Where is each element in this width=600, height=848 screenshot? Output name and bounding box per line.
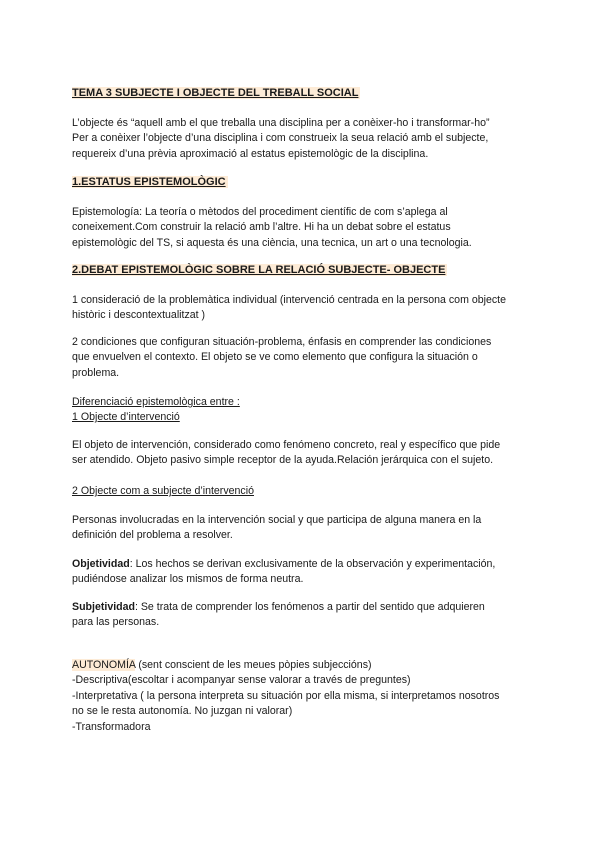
object2-line: Personas involucradas en la intervención social y que participa de alguna manera en la [72, 514, 482, 526]
objetividad-label: Objetividad [72, 558, 130, 570]
section2-point2 [72, 335, 552, 381]
section1-paragraph [72, 205, 552, 251]
object2-heading: 2 Objecte com a subjecte d’intervenció [72, 485, 254, 497]
section1-line: epistemològic del TS, si aquesta és una ciència, una tecnica, un art o una tecnologia. [72, 236, 472, 249]
point1-line: 1 consideració de la problemàtica individual (intervenció centrada en la persona com objecte [72, 294, 507, 306]
object2-line: definición del problema a resolver. [72, 529, 233, 542]
intro-paragraph [72, 116, 552, 162]
section1-heading-block [72, 175, 552, 190]
page-title-block [72, 86, 552, 101]
objetividad-line: pudiéndose analizar los mismos de forma neutra. [72, 573, 304, 586]
section2-point1 [72, 293, 552, 324]
objetividad-text: : Los hechos se derivan exclusivamente de la observación y experimentación, [129, 558, 496, 570]
section1-line: Epistemología: La teoría o mètodos del procediment científic de com s’aplega al [72, 206, 448, 218]
differentiation-block [72, 395, 552, 426]
subjetividad-label: Subjetividad [72, 601, 135, 613]
autonomia-label: AUTONOMÍA [72, 659, 136, 671]
object1-line: El objeto de intervención, considerado como fenómeno concreto, real y específico que pide [72, 439, 501, 451]
section1-line: coneixement.Com construir la relació amb l’altre. Hi ha un debat sobre el estatus [72, 221, 451, 234]
section2-heading-block [72, 263, 552, 278]
intro-line: Per a conèixer l’objecte d’una disciplina i com construeix la seua relació amb el subjecte, [72, 132, 489, 145]
intro-line: requereix d’una prèvia aproximació al estatus epistemològic de la disciplina. [72, 147, 429, 160]
point1-line: històric i descontextualitzat ) [72, 309, 206, 322]
subjetividad-paragraph [72, 600, 552, 631]
point2-line: 2 condiciones que configuran situación-problema, énfasis en comprender las condiciones [72, 336, 492, 348]
objetividad-paragraph [72, 557, 552, 588]
subjetividad-line: para las personas. [72, 616, 160, 629]
autonomia-suffix: (sent conscient de les meues pòpies subjeccións) [135, 659, 372, 671]
autonomia-line: -Descriptiva(escoltar i acompanyar sense valorar a través de preguntes) [72, 674, 411, 687]
section2-heading: 2.DEBAT EPISTEMOLÒGIC SOBRE LA RELACIÓ SUBJECTE- OBJECTE [72, 264, 446, 276]
page-title: TEMA 3 SUBJECTE I OBJECTE DEL TREBALL SOCIAL [72, 87, 359, 99]
autonomia-line: -Transformadora [72, 720, 151, 733]
object2-heading-block [72, 484, 552, 499]
autonomia-line: no se le resta autonomía. No juzgan ni valorar) [72, 705, 293, 718]
intro-line: L’objecte és “aquell amb el que treballa una disciplina per a conèixer-ho i transformar-ho” [72, 117, 490, 129]
object1-line: ser atendido. Objeto pasivo simple receptor de la ayuda.Relación jerárquica con el sujeto. [72, 454, 494, 467]
object1-paragraph [72, 438, 552, 469]
section1-heading: 1.ESTATUS EPISTEMOLÒGIC [72, 176, 226, 188]
point2-line: problema. [72, 366, 120, 379]
differentiation-heading: Diferenciació epistemològica entre : [72, 396, 240, 408]
subjetividad-text: : Se trata de comprender los fenómenos a partir del sentido que adquieren [134, 601, 485, 613]
object1-heading: 1 Objecte d’intervenció [72, 411, 180, 424]
autonomia-line: -Interpretativa ( la persona interpreta su situación por ella misma, si interpretamos nosotros [72, 689, 500, 702]
point2-line: que envuelven el contexto. El objeto se ve como elemento que configura la situación o [72, 351, 478, 364]
autonomia-block [72, 658, 552, 735]
object2-paragraph [72, 513, 552, 544]
